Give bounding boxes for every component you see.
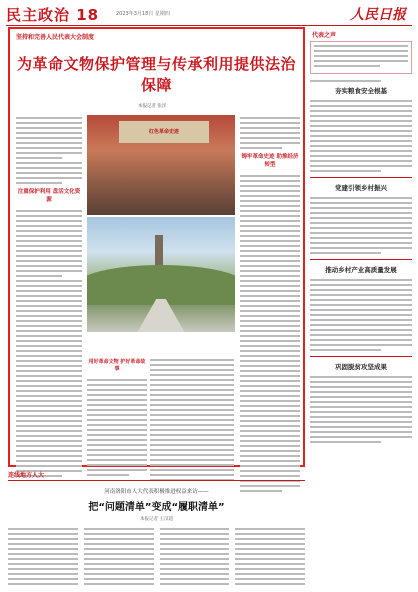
pagoda-shape (155, 235, 163, 267)
photo-banner: 红色革命史迹 (119, 121, 209, 143)
feature-headline[interactable]: 为革命文物保护管理与传承利用提供法治保障 (16, 55, 296, 94)
sidebar-item-3-head[interactable]: 推动乡村产业高质量发展 (325, 266, 397, 274)
subhead-2: 铸牢革命史迹 助推经济转型 (241, 154, 299, 168)
bottom-article[interactable] (8, 470, 305, 588)
issue-date: 2023年3月18日 星期四 (116, 11, 170, 17)
sidebar-lead-box (310, 41, 412, 74)
feature-article[interactable] (8, 27, 305, 467)
sidebar-item-4-head[interactable]: 巩固脱贫攻坚成果 (335, 363, 387, 371)
photo-museum-visit (87, 115, 235, 215)
text-column-mid (150, 359, 234, 484)
text-column-left (16, 117, 82, 480)
subhead-1: 注重保护利用 盘活文化资源 (17, 189, 81, 203)
photo-caption: 用好革命文物 护好革命故事 (88, 359, 146, 372)
bottom-byline: 本报记者 王汉超 (140, 517, 173, 522)
text-column-right (240, 117, 300, 495)
newspaper-logo: 人民日报 (350, 7, 406, 23)
text-column-mid-left (87, 379, 147, 479)
sidebar-item-2-head[interactable]: 党建引领乡村振兴 (335, 184, 387, 192)
sidebar-title: 代表之声 (312, 32, 337, 39)
masthead (6, 4, 412, 26)
bottom-section-label: 连线地方人大 (8, 470, 305, 481)
sidebar-representative-voices (310, 27, 412, 467)
sidebar-item-1-head[interactable]: 夯实粮食安全根基 (335, 87, 387, 95)
bottom-headline[interactable]: 把“问题清单”变成“履职清单” (88, 502, 225, 513)
bottom-text-columns (8, 528, 305, 588)
feature-kicker: 坚持和完善人民代表大会制度 (16, 34, 95, 41)
bottom-kicker: 河南洛阳市人大代表积极推进权益来访—— (104, 489, 209, 495)
photo-pagoda-landscape (87, 217, 235, 332)
section-title: 民主政治 18 (6, 6, 100, 24)
feature-byline: 本报记者 张洋 (138, 104, 167, 109)
